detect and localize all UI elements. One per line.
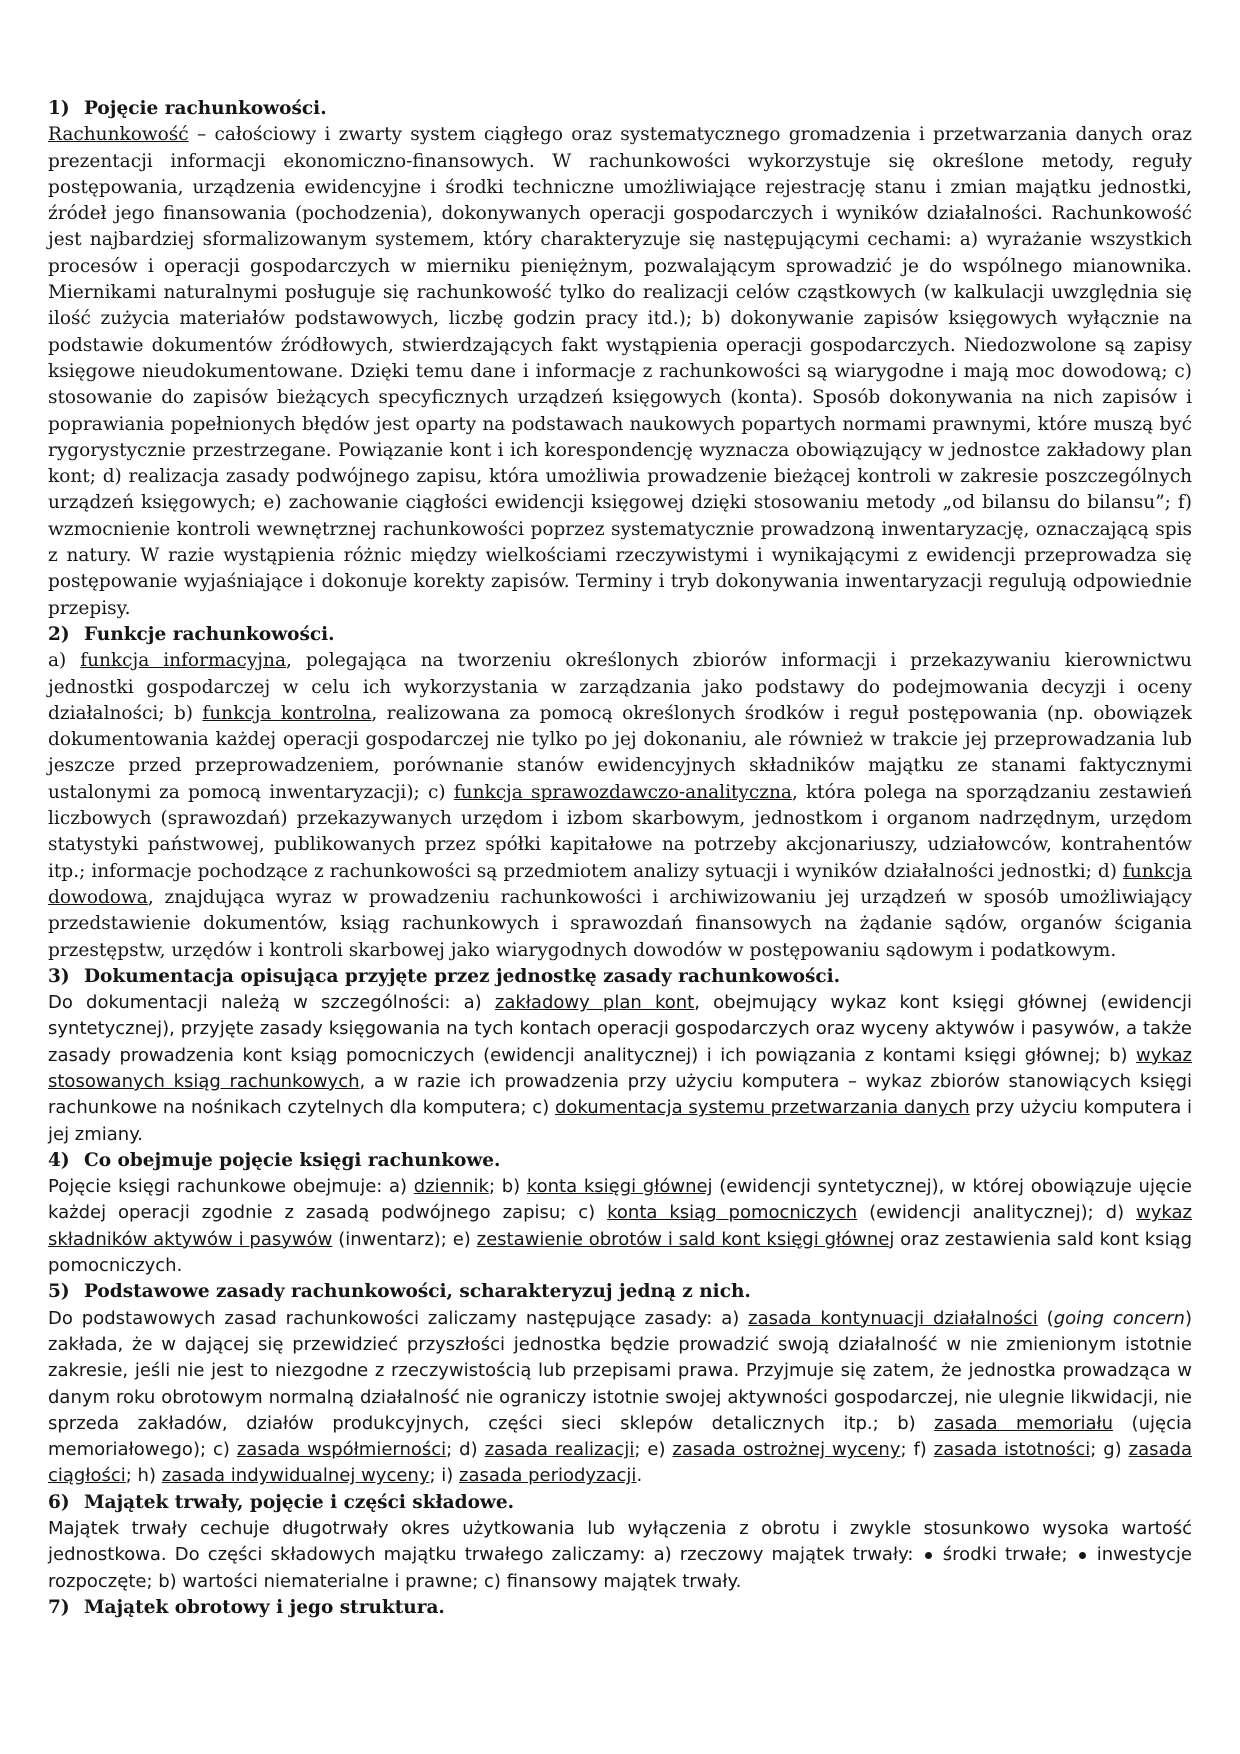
section-heading-4 xyxy=(48,1148,1192,1174)
section-title: Majątek trwały, pojęcie i części składowe. xyxy=(84,1491,515,1513)
term: funkcja sprawozdawczo-analityczna xyxy=(453,781,792,803)
text: , która polega na sporządzaniu zestawień liczbowych (sprawozdań) przekazywanych urzędom i izbom skarbowym, jednostkom i organom nadrzędnym, urzędom statystyki państwowej, publikowanych przez spółki kapitałowe na potrzeby akcjonariuszy, udziałowców, kontrahentów itp.; informacje pochodzące z rachunkowości są przedmiotem analizy sytuacji i wyników działalności jednostki; d) xyxy=(48,781,1192,882)
section-title: Podstawowe zasady rachunkowości, scharakteryzuj jedną z nich. xyxy=(84,1281,751,1303)
term: wykaz składników aktywów i pasywów xyxy=(48,1202,1192,1250)
text: Do podstawowych zasad rachunkowości zaliczamy następujące zasady: a) xyxy=(48,1307,749,1329)
text: , obejmujący wykaz kont księgi głównej (ewidencji syntetycznej), przyjęte zasady księgowania na tych kontach operacji gospodarczych oraz wyceny aktywów i pasywów, a także zasady prowadzenia kont ksiąg pomocniczych (ewidencji analitycznej) i ich powiązania z kontami księgi głównej; b) xyxy=(48,992,1192,1066)
section-number: 3) xyxy=(48,965,70,987)
italic-term: going concern xyxy=(1053,1307,1185,1329)
section-title: Dokumentacja opisująca przyjęte przez jednostkę zasady rachunkowości. xyxy=(84,965,841,987)
text: ; f) xyxy=(900,1439,934,1461)
term: konta księgi głównej xyxy=(526,1176,713,1198)
text: (ujęcia memoriałowego); c) xyxy=(48,1412,1192,1461)
term: zasada indywidualnej wyceny xyxy=(161,1465,430,1487)
text: Do dokumentacji należą w szczególności: a) xyxy=(48,992,495,1014)
text: ; d) xyxy=(446,1439,485,1461)
text: ) zakłada, że w dającej się przewidzieć przyszłości jednostka będzie prowadzić swoją działalność w nie zmienionym istotnie zakresie, jeśli nie jest to niezgodne z rzeczywistością lub przepisami prawa. Przyjmuje się zatem, że jednostka prowadząca w danym roku obrotowym normalną działalność nie ograniczy istotnie swojej aktywności gospodarczej, nie ulegnie likwidacji, nie sprzeda zakładów, działów produkcyjnych, części sieci sklepów detalicznych itp.; b) xyxy=(48,1307,1192,1434)
text: – całościowy i zwarty system ciągłego oraz systematycznego gromadzenia i przetwarzania danych oraz prezentacji informacji ekonomiczno-finansowych. W rachunkowości wykorzystuje się określone metody, reguły postępowania, urządzenia ewidencyjne i środki techniczne umożliwiające rejestrację stanu i zmian majątku jednostki, źródeł jego finansowania (pochodzenia), dokonywanych operacji gospodarczych i wyników działalności. Rachunkowość jest najbardziej sformalizowanym systemem, który charakteryzuje się następującymi cechami: a) wyrażanie wszystkich procesów i operacji gospodarczych w mierniku pieniężnym, pozwalającym sprowadzić je do wspólnego mianownika. Miernikami naturalnymi posługuje się rachunkowość tylko do realizacji celów cząstkowych (w kalkulacji uwzględnia się ilość zużycia materiałów podstawowych, liczbę godzin pracy itd.); b) dokonywanie zapisów księgowych wyłącznie na podstawie dokumentów źródłowych, stwierdzających fakt wystąpienia operacji gospodarczych. Niedozwolone są zapisy księgowe nieudokumentowane. Dzięki temu dane i informacje z rachunkowości są wiarygodne i mają moc dowodową; c) stosowanie do zapisów bieżących specyficznych urządzeń księgowych (konta). Sposób dokonywania na nich zapisów i poprawiania popełnionych błędów jest oparty na podstawach naukowych popartych normami prawnymi, które muszą być rygorystycznie przestrzegane. Powiązanie kont i ich korespondencję wyznacza obowiązujący w jednostce zakładowy plan kont; d) realizacja zasady podwójnego zapisu, która umożliwia prowadzenie bieżącej kontroli w zakresie poszczególnych urządzeń księgowych; e) zachowanie ciągłości ewidencji księgowej dzięki stosowaniu metody „od bilansu do bilansu”; f) wzmocnienie kontroli wewnętrznej rachunkowości poprzez systematycznie prowadzoną inwentaryzację, oznaczającą spis z natury. W razie wystąpienia różnic między wielkościami rzeczywistymi i wynikającymi z ewidencji przeprowadza się postępowanie wyjaśniające i dokonuje korekty zapisów. Terminy i tryb dokonywania inwentaryzacji regulują odpowiednie przepisy. xyxy=(48,124,1192,619)
text: ( xyxy=(1037,1307,1054,1329)
section-heading-3 xyxy=(48,964,1192,990)
section-paragraph-5 xyxy=(48,1306,1192,1490)
term: zasada kontynuacji działalności xyxy=(748,1307,1038,1329)
term: zasada memoriału xyxy=(934,1412,1114,1434)
text: Pojęcie księgi rachunkowe obejmuje: a) xyxy=(48,1176,414,1198)
text: przy użyciu komputera i jej zmiany. xyxy=(48,1097,1193,1145)
term: wykaz stosowanych ksiąg rachunkowych xyxy=(48,1044,1192,1092)
section-heading-1 xyxy=(48,96,1192,122)
term: dokumentacja systemu przetwarzania danych xyxy=(554,1097,970,1119)
text: , a w razie ich prowadzenia przy użyciu komputera – wykaz zbiorów stanowiących księgi rachunkowe na nośnikach czytelnych dla komputera; c) xyxy=(48,1070,1192,1119)
text: ; e) xyxy=(634,1439,673,1461)
text: ; h) xyxy=(125,1465,162,1487)
text: , realizowana za pomocą określonych środków i reguł postępowania (np. obowiązek dokumentowania każdej operacji gospodarczej nie tylko po jej dokonaniu, ale również w trakcie jej przeprowadzania lub jeszcze przed przeprowadzeniem, porównanie stanów ewidencyjnych składników majątku ze stanami faktycznymi ustalonymi za pomocą inwentaryzacji); c) xyxy=(48,702,1193,803)
term: konta ksiąg pomocniczych xyxy=(607,1202,858,1224)
section-title: Funkcje rachunkowości. xyxy=(84,623,335,645)
term: zasada periodyzacji xyxy=(459,1465,637,1487)
document-body xyxy=(48,96,1192,1621)
text: ; b) xyxy=(488,1176,527,1198)
section-paragraph-1 xyxy=(48,122,1192,622)
section-title: Pojęcie rachunkowości. xyxy=(84,98,327,119)
section-number: 7) xyxy=(48,1596,70,1618)
text: a) xyxy=(48,650,81,672)
text: , polegająca na tworzeniu określonych zbiorów informacji i przekazywaniu kierownictwu jednostki gospodarczej w celu ich wykorzystania w zarządzania jako podstawy do podejmowania decyzji i oceny działalności; b) xyxy=(48,650,1192,724)
section-number: 2) xyxy=(48,623,70,645)
section-title: Majątek obrotowy i jego struktura. xyxy=(84,1596,445,1618)
section-title: Co obejmuje pojęcie księgi rachunkowe. xyxy=(84,1149,501,1171)
section-paragraph-3 xyxy=(48,990,1192,1148)
section-paragraph-6 xyxy=(48,1516,1192,1595)
section-heading-6 xyxy=(48,1490,1192,1516)
term: zakładowy plan kont xyxy=(494,992,695,1014)
section-number: 5) xyxy=(48,1281,70,1303)
section-heading-7 xyxy=(48,1595,1192,1621)
section-paragraph-4 xyxy=(48,1174,1192,1279)
section-number: 6) xyxy=(48,1491,70,1513)
text: (inwentarz); e) xyxy=(332,1228,477,1250)
text: ; i) xyxy=(429,1465,459,1487)
term: zasada ostrożnej wyceny xyxy=(672,1439,901,1461)
text: (ewidencji syntetycznej), w której obowiązuje ujęcie każdej operacji zgodnie z zasadą podwójnego zapisu; c) xyxy=(48,1176,1192,1224)
text: (ewidencji analitycznej); d) xyxy=(857,1202,1137,1224)
term: zestawienie obrotów i sald kont księgi głównej xyxy=(476,1228,895,1250)
term: zasada realizacji xyxy=(484,1439,635,1461)
term: zasada ciągłości xyxy=(48,1439,1192,1487)
text: oraz zestawienia sald kont ksiąg pomocniczych. xyxy=(48,1228,1192,1277)
bullet-icon xyxy=(1079,1552,1086,1559)
section-number: 1) xyxy=(48,98,70,119)
section-paragraph-2 xyxy=(48,648,1192,964)
section-number: 4) xyxy=(48,1149,70,1171)
section-heading-5 xyxy=(48,1279,1192,1305)
term: funkcja dowodowa xyxy=(48,860,1192,908)
term: dziennik xyxy=(413,1176,489,1198)
text: , znajdująca wyraz w prowadzeniu rachunkowości i archiwizowaniu jej urządzeń w sposób umożliwiający przedstawienie dokumentów, ksiąg rachunkowych i sprawozdań finansowych na żądanie sądów, organów ścigania przestępstw, urzędów i kontroli skarbowej jako wiarygodnych dowodów w postępowaniu sądowym i podatkowym. xyxy=(48,886,1192,961)
text: ; g) xyxy=(1090,1439,1129,1461)
term: funkcja kontrolna xyxy=(202,702,372,724)
text: środki trwałe; xyxy=(934,1544,1076,1566)
text: Majątek trwały cechuje długotrwały okres użytkowania lub wyłączenia z obrotu i zwykle stosunkowo wysoka wartość jednostkowa. Do części składowych majątku trwałego zaliczamy: a) rzeczowy majątek trwały: xyxy=(48,1518,1192,1566)
bullet-icon xyxy=(925,1552,932,1559)
term: Rachunkowość xyxy=(48,124,189,146)
text: . xyxy=(636,1465,643,1487)
text: inwestycje rozpoczęte; b) wartości niematerialne i prawne; c) finansowy majątek trwały. xyxy=(48,1544,1192,1592)
term: zasada istotności xyxy=(933,1439,1091,1461)
term: zasada współmierności xyxy=(236,1439,447,1461)
term: funkcja informacyjna xyxy=(80,650,286,672)
section-heading-2 xyxy=(48,622,1192,648)
